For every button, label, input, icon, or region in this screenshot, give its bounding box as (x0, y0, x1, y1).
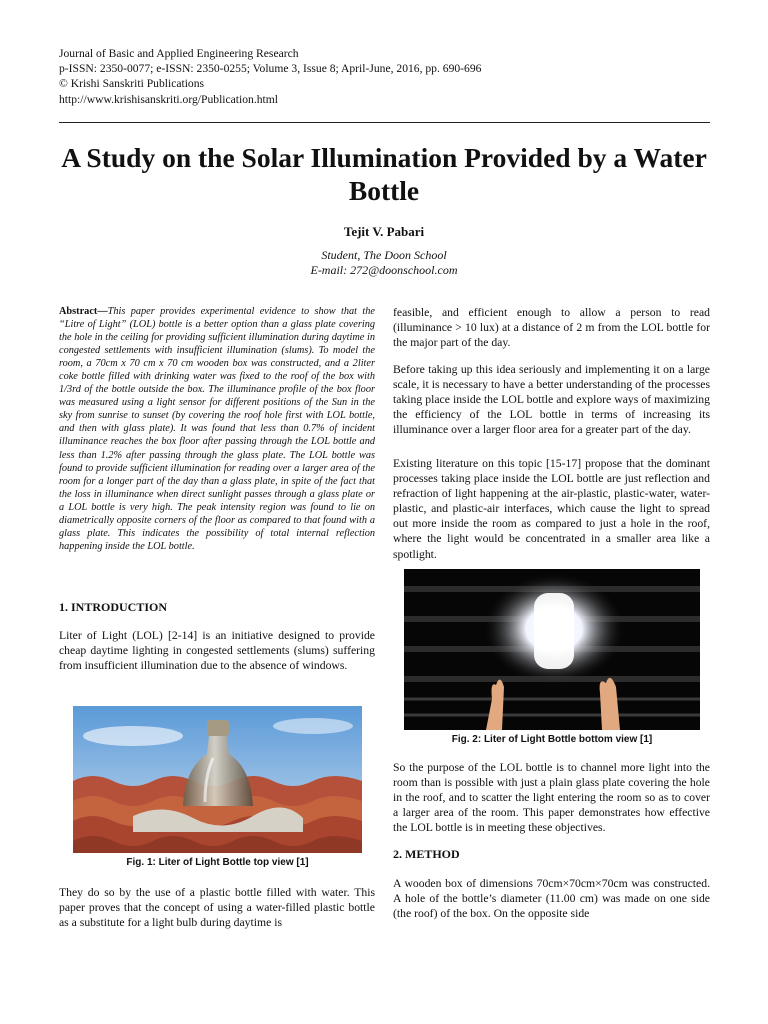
header-divider (59, 122, 710, 123)
abstract (59, 305, 375, 553)
method-paragraph-1: A wooden box of dimensions 70cm×70cm×70cm was constructed. A hole of the bottle’s diameter (11.00 cm) was made on one side (the roof) of the box. On the opposite side (393, 877, 710, 921)
journal-name: Journal of Basic and Applied Engineering Research (59, 47, 299, 60)
affiliation-text: Student, The Doon School (321, 248, 447, 262)
intro-paragraph-1: Liter of Light (LOL) [2-14] is an initiative designed to provide cheap daytime lighting in congested settlements (slums) suffering from insufficient illumination due to the absence of windows. (59, 629, 375, 673)
right-paragraph-3: Existing literature on this topic [15-17] propose that the dominant processes taking place inside the LOL bottle are just reflection and refraction of light happening at the air-plastic, plastic-water, water-plastic, and plastic-air interfaces, which cause the light to spread out more inside the room as compared to just a hole in the roof, where the light would be concentrated in a smaller area like a spotlight. (393, 457, 710, 561)
journal-issn: p-ISSN: 2350-0077; e-ISSN: 2350-0255; Volume 3, Issue 8; April-June, 2016, pp. 690-696 (59, 62, 482, 76)
section-heading-method: 2. METHOD (393, 847, 460, 861)
right-paragraph-2: Before taking up this idea seriously and implementing it on a large scale, it is necessary to have a better understanding of the processes taking place inside the LOL bottle and explore ways of maximizing the efficiency of the LOL bottle in terms of increasing its illuminance over a larger floor area for a greater part of the day. (393, 363, 710, 437)
journal-header (59, 46, 481, 107)
author-email[interactable]: E-mail: 272@doonschool.com (310, 263, 458, 277)
intro-paragraph-2: They do so by the use of a plastic bottle filled with water. This paper proves that the concept of using a water-filled plastic bottle as a substitute for a light bulb during daytime is (59, 886, 375, 930)
author-name: Tejit V. Pabari (343, 224, 425, 239)
author-affiliation (0, 248, 768, 278)
bottle-bottom-view-illustration (404, 569, 700, 730)
journal-url[interactable]: http://www.krishisanskriti.org/Publication.html (59, 92, 278, 106)
section-heading-introduction: 1. INTRODUCTION (59, 600, 168, 614)
figure-2-caption: Fig. 2: Liter of Light Bottle bottom view [1] (451, 734, 653, 745)
bottle-top-view-illustration (73, 706, 362, 853)
figure-2-image (404, 569, 700, 730)
right-paragraph-4: So the purpose of the LOL bottle is to channel more light into the room than is possible with just a plain glass plate covering the hole in the roof, and to scatter the light entering the room so as to cover a larger area of the room. This paper demonstrates how effective the LOL bottle is in meeting these objectives. (393, 761, 710, 835)
paper-title: A Study on the Solar Illumination Provided by a Water Bottle (61, 142, 707, 206)
right-paragraph-1: feasible, and efficient enough to allow a person to read (illuminance > 10 lux) at a distance of 2 m from the LOL bottle for the major part of the day. (393, 306, 710, 350)
abstract-label: Abstract— (59, 306, 108, 317)
journal-publisher: © Krishi Sanskriti Publications (59, 77, 205, 91)
figure-1-image (73, 706, 362, 853)
figure-1-caption: Fig. 1: Liter of Light Bottle top view [1] (126, 857, 309, 868)
abstract-text: This paper provides experimental evidence to show that the “Litre of Light” (LOL) bottle is a better option than a glass plate covering the hole in the ceiling for providing sufficient illumination during daytime in congested settlements with insufficient illumination (slums). To model the room, a 70cm x 70 cm x 70 cm wooden box was constructed, and a 2liter coke bottle filled with drinking water was fixed to the roof of the box with 1/3rd of the bottle outside the box. The illuminance profile of the box floor was measured using a light sensor for different positions of the Sun in the sky from sunrise to sunset (by covering the roof hole first with LOL bottle, and then with glass plate). It was found that less than 0.7% of incident illuminance reaches the box floor after passing through the LOL bottle and less than 1.2% after passing through the glass plate. The LOL bottle was found to provide sufficient illumination for reading over a larger area of the room for a longer part of the day than a glass plate, in spite of the fact that the loss in illuminance when direct sunlight passes through a glass plate or a LOL bottle is very high. The peak intensity region was found to lie on diametrically opposite corners of the floor as compared to that found with a glass plate. This indicates the possibility of total internal reflection happening inside the LOL bottle. (59, 306, 375, 552)
